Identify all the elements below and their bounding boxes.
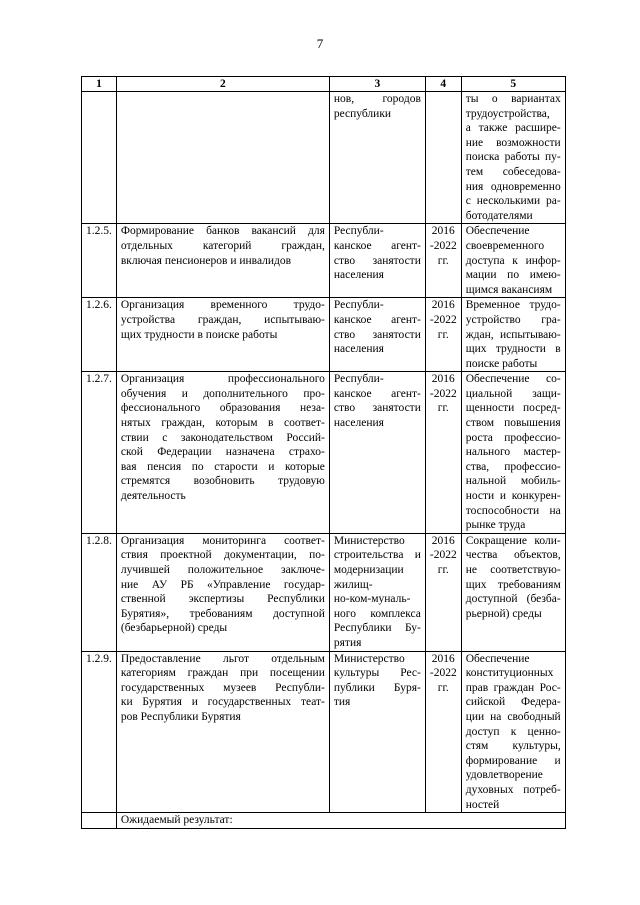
cell-line: устройство гра- <box>465 313 561 326</box>
cell-num: 1.2.7. <box>82 372 117 534</box>
cell-executor <box>329 533 425 651</box>
cell-line: Организация временного трудо- <box>120 299 325 312</box>
cell-line: строительства и <box>333 549 421 562</box>
cell-period <box>425 92 461 224</box>
cell-line: щимся вакансиям <box>465 283 553 296</box>
cell-line: нального мастер- <box>465 446 561 459</box>
cell-line: тоспособности на <box>465 504 561 517</box>
cell-line: формирование и <box>465 754 561 767</box>
cell-line: доступа к инфор- <box>465 254 561 267</box>
cell-line: публики Буря- <box>333 681 421 694</box>
cell-line: своевременного <box>465 239 545 252</box>
cell-line: стремятся возобновить трудовую <box>120 475 325 488</box>
cell-line: Республики Бу- <box>333 622 421 635</box>
cell-line: государственных музеев Республи- <box>120 681 325 694</box>
cell-line: -2022 <box>429 239 457 252</box>
cell-num: 1.2.9. <box>82 651 117 813</box>
cell-line: щих требованиям <box>465 578 561 591</box>
cell-num: 1.2.8. <box>82 533 117 651</box>
cell-line: обучения и дополнительного про- <box>120 387 325 400</box>
cell-line: гг. <box>437 564 449 576</box>
cell-line: поиска работы пу- <box>465 151 561 164</box>
cell-executor <box>329 372 425 534</box>
cell-line: 2016 <box>431 373 455 386</box>
cell-line: с несколькими ра- <box>465 195 561 208</box>
cell-line: тия <box>333 696 351 709</box>
cell-line: ствии с законодательством Россий- <box>120 431 325 444</box>
cell-line: Обеспечение со- <box>465 373 561 386</box>
cell-line: -2022 <box>429 549 457 562</box>
page-number: 7 <box>316 36 324 51</box>
cell-executor <box>329 651 425 813</box>
header-col-5: 5 <box>461 77 565 92</box>
cell-line: канское агент- <box>333 239 421 252</box>
cell-line: 2016 <box>431 534 455 547</box>
cell-line: ров Республики Бурятия <box>120 710 241 723</box>
cell-result <box>461 372 565 534</box>
cell-line: 2016 <box>431 299 455 312</box>
cell-line: Республи- <box>333 299 384 312</box>
cell-line: устройства граждан, испытываю- <box>120 313 325 326</box>
cell-result <box>461 298 565 372</box>
cell-line: мации по имею- <box>465 269 561 282</box>
cell-activity <box>116 372 329 534</box>
header-col-4: 4 <box>425 77 461 92</box>
cell-line: ства, профессио- <box>465 460 561 473</box>
cell-line: трудоустройства, <box>465 107 550 120</box>
cell-line: населения <box>333 269 384 282</box>
cell-line: циальной защи- <box>465 387 561 400</box>
cell-line: фессионального образования неза- <box>120 402 325 415</box>
cell-line: категориям граждан при посещении <box>120 667 325 680</box>
footer-row <box>82 813 566 829</box>
cell-line: Республи- <box>333 225 384 238</box>
cell-line: Организация мониторинга соответ- <box>120 534 325 547</box>
cell-line: гг. <box>437 402 449 415</box>
cell-line: рятия <box>333 636 362 649</box>
cell-line: ствия проектной документации, по- <box>120 549 325 562</box>
cell-line: но-ком-муналь- <box>333 593 411 606</box>
cell-line: 2016 <box>431 652 455 665</box>
cell-line: жилищ- <box>333 578 373 591</box>
cell-line: ботодателями <box>465 209 533 222</box>
cell-period <box>425 298 461 372</box>
cell-line: ние возможности <box>465 136 561 149</box>
table-row <box>82 651 566 813</box>
cell-line: прав граждан Рос- <box>465 681 561 694</box>
cell-line: доступной (безба- <box>465 593 561 606</box>
cell-executor <box>329 92 425 224</box>
cell-activity <box>116 651 329 813</box>
cell-line: Республи- <box>333 373 384 386</box>
cell-line: ки Бурятия и государственных теат- <box>120 696 325 709</box>
cell-line: тем собеседова- <box>465 165 561 178</box>
expected-result-label: Ожидаемый результат: <box>116 813 565 829</box>
cell-line: чества объектов, <box>465 549 561 562</box>
cell-line: а также расшире- <box>465 122 561 135</box>
cell-line: ство занятости <box>333 328 421 341</box>
cell-line: включая пенсионеров и инвалидов <box>120 254 292 267</box>
cell-line: гг. <box>437 681 449 694</box>
cell-result <box>461 92 565 224</box>
cell-num <box>82 813 117 829</box>
continuation-row <box>82 92 566 224</box>
cell-line: не соответствую- <box>465 564 561 576</box>
cell-line: Сокращение коли- <box>465 534 561 547</box>
cell-line: нятых граждан, которым в соответ- <box>120 417 325 430</box>
cell-activity <box>116 298 329 372</box>
cell-line: -2022 <box>429 667 457 680</box>
cell-line: ство занятости <box>333 402 421 415</box>
cell-line: лучившей положительное заключе- <box>120 564 325 576</box>
cell-result <box>461 651 565 813</box>
cell-line: конституционных <box>465 667 554 680</box>
cell-num <box>82 92 117 224</box>
cell-line: ции на свободный <box>465 710 561 723</box>
cell-line: ности и конкурен- <box>465 490 561 503</box>
cell-line: ностей <box>465 798 500 811</box>
cell-period <box>425 224 461 298</box>
cell-line: (безбарьерной) среды <box>120 622 228 635</box>
cell-result <box>461 224 565 298</box>
cell-line: Формирование банков вакансий для <box>120 225 325 238</box>
cell-period <box>425 651 461 813</box>
cell-line: ния одновременно <box>465 180 561 193</box>
cell-line: ственной экспертизы Республики <box>120 593 325 606</box>
cell-activity <box>116 92 329 224</box>
header-col-2: 2 <box>116 77 329 92</box>
cell-line: поиске работы <box>465 357 538 370</box>
cell-line: гг. <box>437 254 449 267</box>
cell-line: республики <box>333 107 392 120</box>
table-row <box>82 533 566 651</box>
cell-line: населения <box>333 417 384 430</box>
cell-line: Министерство <box>333 534 405 547</box>
cell-line: Организация профессионального <box>120 373 325 386</box>
cell-num: 1.2.5. <box>82 224 117 298</box>
cell-line: рынке труда <box>465 519 526 532</box>
cell-line: культуры Рес- <box>333 667 421 680</box>
cell-line: -2022 <box>429 387 457 400</box>
cell-line: -2022 <box>429 313 457 326</box>
table-row <box>82 298 566 372</box>
cell-executor <box>329 298 425 372</box>
cell-line: 2016 <box>431 225 455 238</box>
cell-line: духовных потреб- <box>465 783 561 796</box>
cell-line: Временное трудо- <box>465 299 561 312</box>
cell-line: доступ к ценно- <box>465 725 561 738</box>
table-row <box>82 372 566 534</box>
cell-line: гг. <box>437 328 449 341</box>
cell-line: нов, городов <box>333 93 421 105</box>
cell-line: ты о вариантах <box>465 93 561 105</box>
cell-line: Обеспечение <box>465 225 530 238</box>
cell-line: роста профессио- <box>465 431 561 444</box>
cell-line: канское агент- <box>333 313 421 326</box>
table-row <box>82 224 566 298</box>
cell-line: ждан, испытываю- <box>465 328 561 341</box>
cell-line: нальной мобиль- <box>465 475 561 488</box>
cell-line: сийской Федера- <box>465 696 561 709</box>
cell-line: ской Федерации назначена страхо- <box>120 446 325 459</box>
cell-line: Обеспечение <box>465 652 530 665</box>
cell-line: ство занятости <box>333 254 421 267</box>
cell-activity <box>116 224 329 298</box>
cell-line: канское агент- <box>333 387 421 400</box>
cell-num: 1.2.6. <box>82 298 117 372</box>
cell-line: отдельных категорий граждан, <box>120 239 325 252</box>
measures-table <box>81 76 566 829</box>
cell-line: деятельность <box>120 490 186 503</box>
cell-line: ного комплекса <box>333 607 421 620</box>
cell-period <box>425 372 461 534</box>
cell-line: стям культуры, <box>465 740 561 753</box>
cell-line: Предоставление льгот отдельным <box>120 652 325 665</box>
cell-line: вая пенсия по старости и которые <box>120 460 325 473</box>
header-row <box>82 77 566 92</box>
cell-line: щих трудности в поиске работы <box>120 328 278 341</box>
cell-line: щенности посред- <box>465 402 561 415</box>
cell-activity <box>116 533 329 651</box>
cell-line: модернизации <box>333 564 404 576</box>
cell-line: ством повышения <box>465 417 561 430</box>
header-col-1: 1 <box>82 77 117 92</box>
cell-period <box>425 533 461 651</box>
cell-line: рьерной) среды <box>465 607 542 620</box>
header-col-3: 3 <box>329 77 425 92</box>
cell-line: щих трудности в <box>465 343 561 356</box>
cell-executor <box>329 224 425 298</box>
cell-line: Бурятия», требованиям доступной <box>120 607 325 620</box>
cell-line: населения <box>333 343 384 356</box>
cell-line: ние АУ РБ «Управление государ- <box>120 578 325 591</box>
cell-result <box>461 533 565 651</box>
cell-line: Министерство <box>333 652 405 665</box>
cell-line: удовлетворение <box>465 769 543 782</box>
